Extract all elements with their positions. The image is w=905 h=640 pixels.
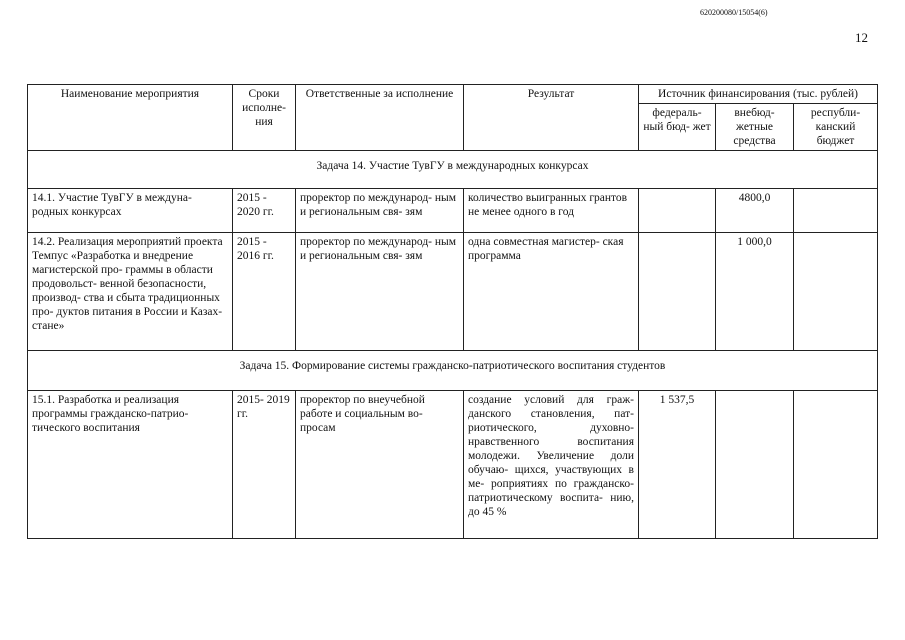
row-result: одна совместная магистер- ская программа <box>464 233 639 351</box>
row-federal <box>639 189 716 233</box>
header-term: Сроки исполне- ния <box>233 85 296 151</box>
row-term: 2015 - 2020 гг. <box>233 189 296 233</box>
header-extrabudget: внебюд- жетные средства <box>716 104 794 151</box>
row-responsible: проректор по международ- ным и региональным свя- зям <box>296 189 464 233</box>
row-term: 2015 - 2016 гг. <box>233 233 296 351</box>
page-number: 12 <box>855 30 868 45</box>
row-name: 14.1. Участие ТувГУ в междуна- родных конкурсах <box>28 189 233 233</box>
row-republic <box>794 233 878 351</box>
row-responsible: проректор по международ- ным и региональным свя- зям <box>296 233 464 351</box>
row-name: 14.2. Реализация мероприятий проекта Темпус «Разработка и внедрение магистерской про- граммы в области продовольст- венной безопасности, производ- ства и сбыта традиционных про- дуктов питания в России и Казах- стане» <box>28 233 233 351</box>
header-federal: федераль- ный бюд- жет <box>639 104 716 151</box>
header-responsible: Ответственные за исполнение <box>296 85 464 151</box>
task-row <box>28 151 878 189</box>
row-term: 2015- 2019 гг. <box>233 391 296 539</box>
header-name: Наименование мероприятия <box>28 85 233 151</box>
header-republic: республи- канский бюджет <box>794 104 878 151</box>
row-extrabudget: 1 000,0 <box>716 233 794 351</box>
header-funding: Источник финансирования (тыс. рублей) <box>639 85 878 104</box>
row-result: создание условий для граж- данского становления, пат- риотического, духовно- нравственного воспитания молодежи. Увеличение доли обучаю- щихся, участвующих в ме- роприятиях по гражданско- патриотическому воспита- нию, до 45 % <box>464 391 639 539</box>
table-row <box>28 189 878 233</box>
row-responsible: проректор по внеучебной работе и социальным во- просам <box>296 391 464 539</box>
document-code: 620200080/15054(6) <box>700 8 768 17</box>
task-row <box>28 351 878 391</box>
header-result: Результат <box>464 85 639 151</box>
row-federal: 1 537,5 <box>639 391 716 539</box>
task-15-title: Задача 15. Формирование системы гражданско-патриотического воспитания студентов <box>28 351 878 391</box>
row-name: 15.1. Разработка и реализация программы гражданско-патрио- тического воспитания <box>28 391 233 539</box>
activities-table <box>27 84 878 539</box>
row-republic <box>794 391 878 539</box>
table-row <box>28 233 878 351</box>
task-14-title: Задача 14. Участие ТувГУ в международных конкурсах <box>28 151 878 189</box>
row-extrabudget: 4800,0 <box>716 189 794 233</box>
row-extrabudget <box>716 391 794 539</box>
row-result: количество выигранных грантов не менее одного в год <box>464 189 639 233</box>
table-row <box>28 391 878 539</box>
row-republic <box>794 189 878 233</box>
row-federal <box>639 233 716 351</box>
